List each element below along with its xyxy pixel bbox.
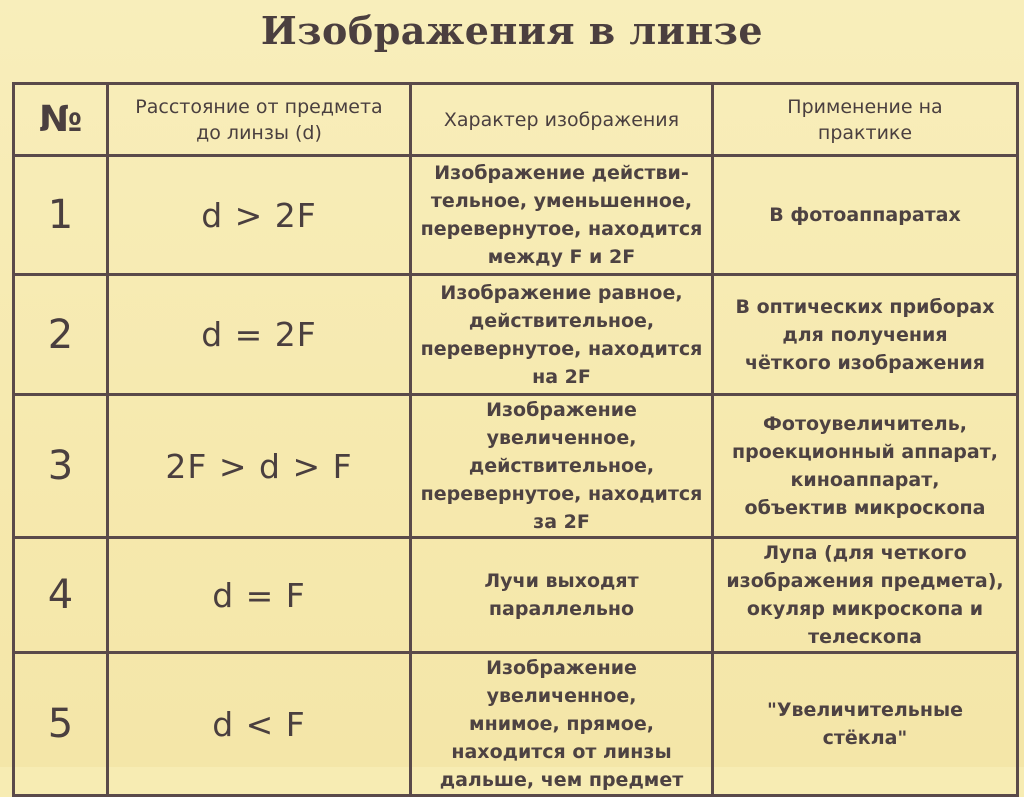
distance-formula: d < F (212, 704, 306, 744)
cell-application (713, 538, 1018, 653)
cell-application (713, 156, 1018, 275)
cell-number (14, 156, 108, 275)
distance-formula: d > 2F (201, 195, 317, 235)
image-character: Изображение равное, действительное, перевернутое, находится на 2F (420, 281, 703, 388)
header-distance (108, 84, 411, 156)
table-row (14, 395, 1018, 538)
row-number: 2 (47, 311, 74, 358)
cell-distance (108, 275, 411, 395)
table-row (14, 275, 1018, 395)
image-character: Изображение увеличенное, мнимое, прямое, находится от линзы дальше, чем предмет (439, 657, 684, 791)
cell-character (411, 653, 713, 796)
cell-distance (108, 538, 411, 653)
table-row (14, 538, 1018, 653)
image-character: Изображение действи- тельное, уменьшенное, перевернутое, находится между F и 2F (420, 162, 703, 268)
cell-character (411, 395, 713, 538)
practical-application: Фотоувеличитель, проекционный аппарат, киноаппарат, объектив микроскопа (732, 413, 998, 519)
cell-number (14, 538, 108, 653)
table-row (14, 156, 1018, 275)
practical-application: Лупа (для четкого изображения предмета), окуляр микроскопа и телескопа (726, 542, 1004, 648)
row-number: 3 (47, 443, 74, 489)
cell-number (14, 395, 108, 538)
cell-character (411, 275, 713, 395)
header-character (411, 84, 713, 156)
cell-number (14, 653, 108, 796)
cell-number (14, 275, 108, 395)
cell-application (713, 395, 1018, 538)
row-number: 5 (47, 701, 74, 747)
cell-distance (108, 395, 411, 538)
header-distance-label: Расстояние от предмета до линзы (d) (135, 95, 383, 144)
header-application-label: Применение на практике (787, 95, 943, 144)
practical-application: "Увеличительные стёкла" (766, 699, 964, 749)
practical-application: В фотоаппаратах (769, 204, 961, 226)
header-character-label: Характер изображения (443, 108, 680, 131)
page-title: Изображения в линзе (260, 8, 764, 53)
header-number-label: № (38, 98, 83, 140)
table-row (14, 653, 1018, 796)
table-header-row (14, 84, 1018, 156)
cell-distance (108, 653, 411, 796)
image-character: Изображение увеличенное, действительное, перевернутое, находится за 2F (420, 399, 703, 533)
cell-distance (108, 156, 411, 275)
row-number: 1 (47, 192, 74, 238)
header-application (713, 84, 1018, 156)
image-character: Лучи выходят параллельно (484, 570, 639, 620)
distance-formula: d = 2F (201, 315, 317, 354)
distance-formula: 2F > d > F (165, 446, 353, 486)
header-number (14, 84, 108, 156)
lens-images-table (12, 82, 1019, 797)
cell-application (713, 275, 1018, 395)
cell-character (411, 538, 713, 653)
practical-application: В оптических приборах для получения чёткого изображения (735, 295, 995, 374)
cell-application (713, 653, 1018, 796)
cell-character (411, 156, 713, 275)
row-number: 4 (47, 572, 74, 618)
distance-formula: d = F (212, 575, 306, 615)
